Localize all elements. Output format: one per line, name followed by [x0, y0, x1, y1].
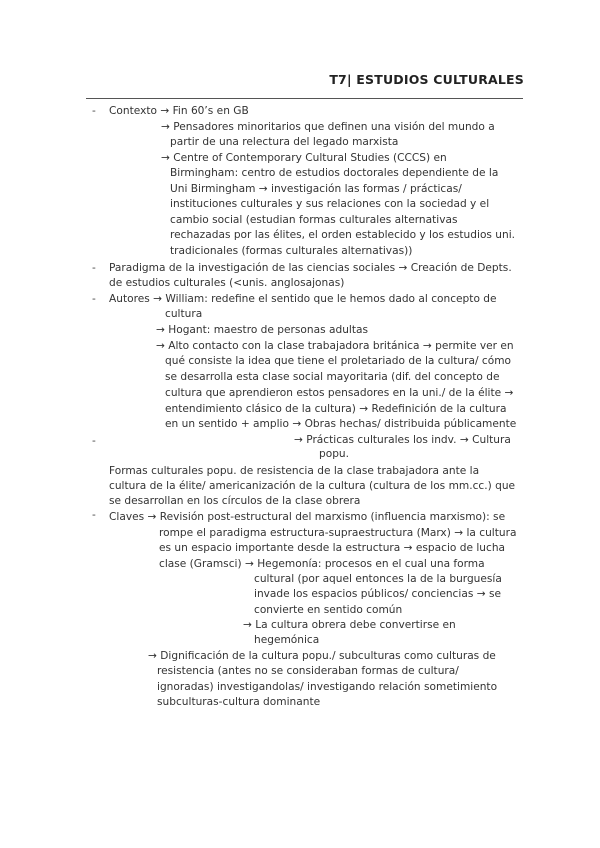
text-line: tradicionales (formas culturales alternativas)) — [170, 245, 413, 257]
text-line: popu. — [319, 448, 350, 460]
text-line: Formas culturales popu. de resistencia de la clase trabajadora ante la — [109, 465, 480, 477]
text-line: Claves → Revisión post-estructural del marxismo (influencia marxismo): se — [109, 511, 506, 523]
text-line: hegemónica — [254, 634, 320, 646]
text-line: instituciones culturales y sus relaciones con la sociedad y el — [170, 198, 490, 210]
text-line: → Centre of Contemporary Cultural Studies (CCCS) en — [161, 152, 447, 164]
bullet-dash: - — [92, 105, 96, 117]
text-line: convierte en sentido común — [254, 604, 403, 616]
text-line: se desarrolla esta clase social mayoritaria (dif. del concepto de — [165, 371, 500, 383]
text-line: → La cultura obrera debe convertirse en — [243, 619, 456, 631]
text-line: Autores → William: redefine el sentido que le hemos dado al concepto de — [109, 293, 497, 305]
text-line: invade los espacios públicos/ conciencias → se — [254, 588, 501, 600]
text-line: cultura que aprendieron estos pensadores en la uni./ de la élite → — [165, 387, 514, 399]
text-line: Contexto → Fin 60’s en GB — [109, 105, 249, 117]
title-divider — [86, 98, 523, 99]
text-line: → Pensadores minoritarios que definen una visión del mundo a — [161, 121, 495, 133]
text-line: rompe el paradigma estructura-supraestructura (Marx) → la cultura — [159, 527, 517, 539]
text-line: → Prácticas culturales los indv. → Cultura — [294, 434, 511, 446]
text-line: es un espacio importante desde la estructura → espacio de lucha — [159, 542, 506, 554]
bullet-dash: - — [92, 435, 96, 447]
text-line: partir de una relectura del legado marxista — [170, 136, 399, 148]
bullet-dash: - — [92, 509, 96, 521]
bullet-dash: - — [92, 293, 96, 305]
text-line: de estudios culturales (<unis. anglosajonas) — [109, 277, 345, 289]
text-line: resistencia (antes no se consideraban formas de cultura/ — [157, 665, 459, 677]
text-line: cultura — [165, 308, 203, 320]
text-line: entendimiento clásico de la cultura) → Redefinición de la cultura — [165, 403, 507, 415]
text-line: en un sentido + amplio → Obras hechas/ distribuida públicamente — [165, 418, 517, 430]
text-line: qué consiste la idea que tiene el proletariado de la cultura/ cómo — [165, 355, 512, 367]
text-line: Paradigma de la investigación de las ciencias sociales → Creación de Depts. — [109, 262, 512, 274]
text-line: Uni Birmingham → investigación las formas / prácticas/ — [170, 183, 462, 195]
text-line: rechazadas por las élites, el orden establecido y los estudios uni. — [170, 229, 516, 241]
text-line: cambio social (estudian formas culturales alternativas — [170, 214, 458, 226]
text-line: → Alto contacto con la clase trabajadora británica → permite ver en — [156, 340, 514, 352]
text-line: cultura de la élite/ americanización de la cultura (cultura de los mm.cc.) que — [109, 480, 516, 492]
text-line: cultural (por aquel entonces la de la burguesía — [254, 573, 502, 585]
bullet-dash: - — [92, 262, 96, 274]
text-line: → Dignificación de la cultura popu./ subculturas como culturas de — [148, 650, 496, 662]
text-line: → Hogant: maestro de personas adultas — [156, 324, 369, 336]
text-line: subculturas-cultura dominante — [157, 696, 321, 708]
text-line: clase (Gramsci) → Hegemonía: procesos en el cual una forma — [159, 558, 485, 570]
text-line: Birmingham: centro de estudios doctorales dependiente de la — [170, 167, 499, 179]
page-title: T7| ESTUDIOS CULTURALES — [329, 72, 524, 87]
text-line: se desarrollan en los círculos de la clase obrera — [109, 495, 361, 507]
text-line: ignoradas) investigandolas/ investigando relación sometimiento — [157, 681, 498, 693]
